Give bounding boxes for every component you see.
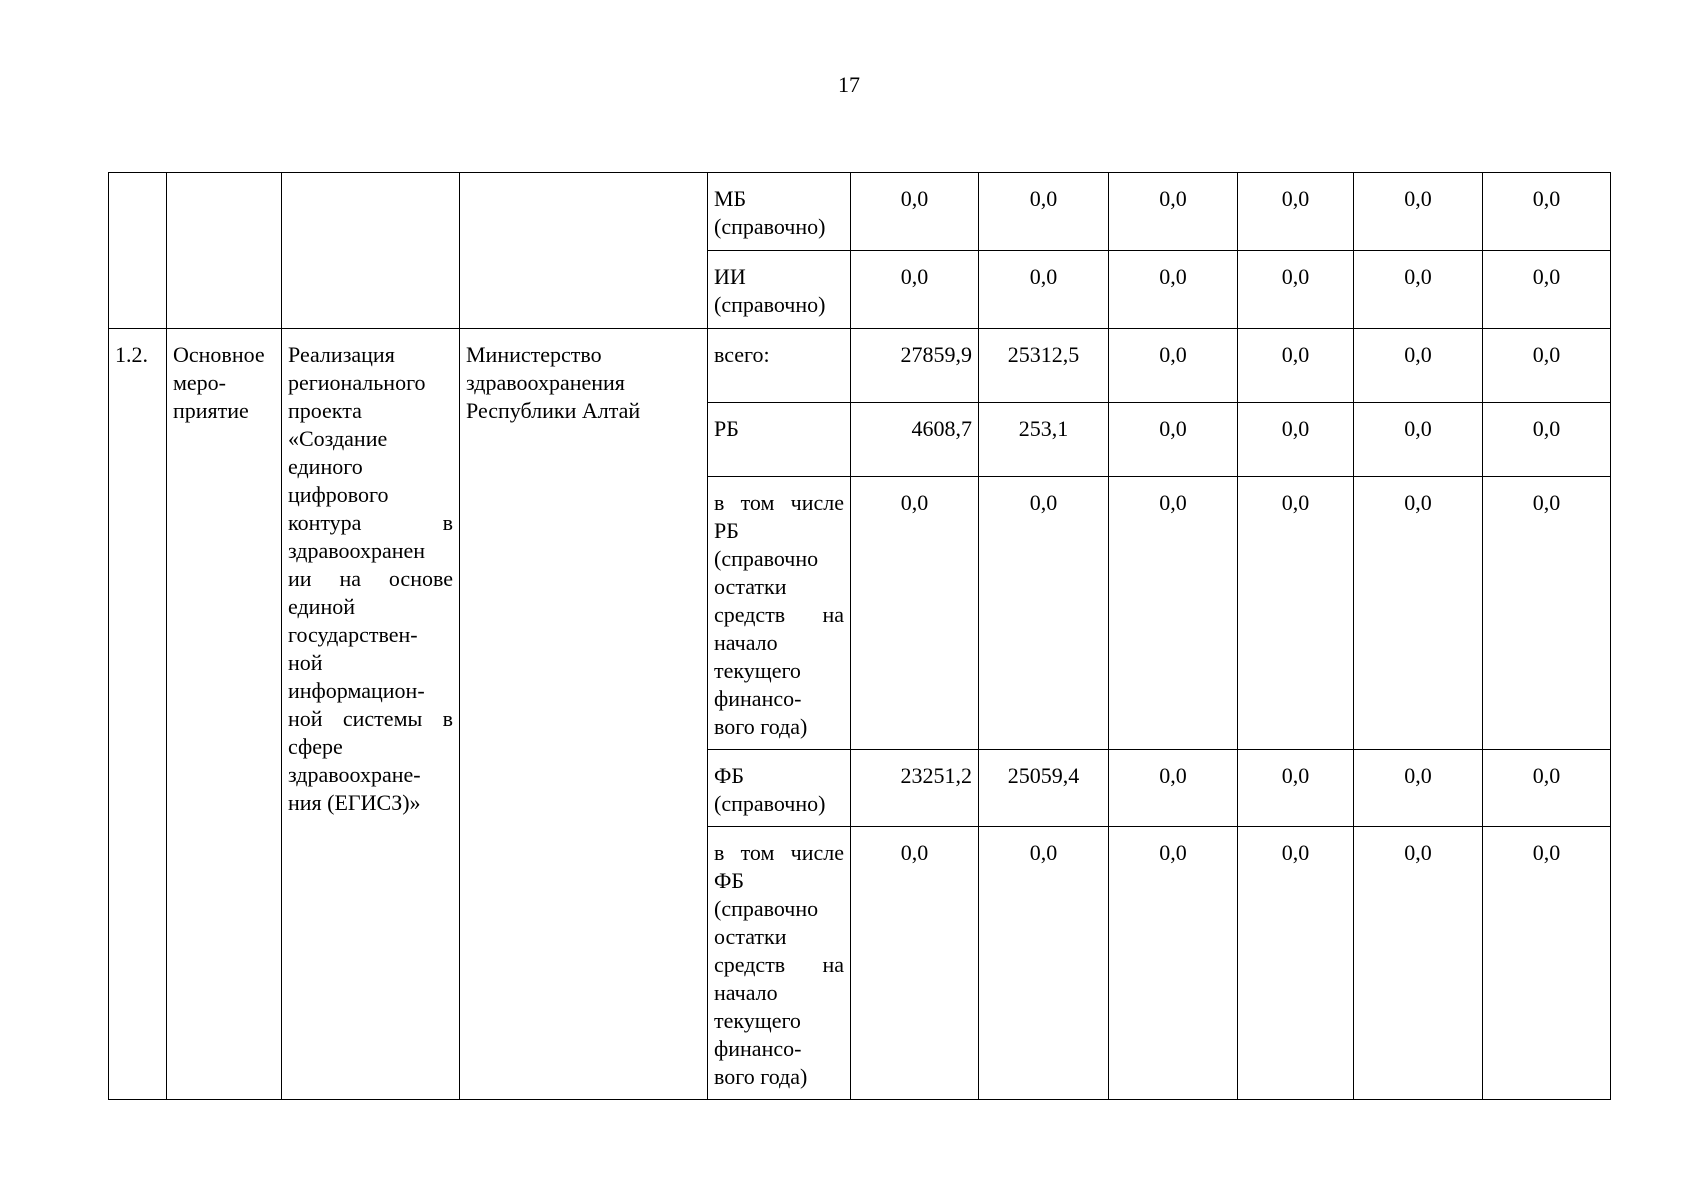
value-cell: 0,0: [1483, 329, 1611, 403]
item-number-cell: 1.2.: [109, 329, 167, 1100]
value-cell: 0,0: [1483, 750, 1611, 827]
item-name-cell: Реализация регионального проекта «Создание единого цифрового контура в здравоохранен ии на основе единой государствен- ной информацион- ной системы в сфере здравоохране- ния (ЕГИСЗ)»: [282, 329, 460, 1100]
executor-cell: Министерство здравоохранения Республики Алтай: [460, 329, 708, 1100]
value-cell: 0,0: [1109, 403, 1238, 477]
funding-source-cell: ИИ (справочно): [708, 251, 851, 329]
value-cell: 0,0: [979, 827, 1109, 1100]
value-cell: 23251,2: [851, 750, 979, 827]
value-cell: 0,0: [1109, 251, 1238, 329]
value-cell: 0,0: [1483, 403, 1611, 477]
value-cell: 0,0: [1483, 477, 1611, 750]
funding-source-cell: РБ: [708, 403, 851, 477]
value-cell: 0,0: [1238, 251, 1354, 329]
budget-table: [108, 172, 1611, 1100]
value-cell: 0,0: [1483, 827, 1611, 1100]
value-cell: 0,0: [1109, 827, 1238, 1100]
value-cell: 0,0: [1354, 827, 1483, 1100]
table-row: [109, 329, 1611, 403]
value-cell: 27859,9: [851, 329, 979, 403]
value-cell: 0,0: [1238, 329, 1354, 403]
value-cell: 0,0: [1238, 173, 1354, 251]
funding-source-cell: в том числе ФБ (справочно остатки средств на начало текущего финансо- вого года): [708, 827, 851, 1100]
value-cell: 25312,5: [979, 329, 1109, 403]
value-cell: 0,0: [979, 173, 1109, 251]
value-cell: 0,0: [851, 251, 979, 329]
value-cell: 0,0: [1238, 827, 1354, 1100]
value-cell: 0,0: [979, 477, 1109, 750]
funding-source-cell: ФБ (справочно): [708, 750, 851, 827]
page-number: 17: [838, 72, 860, 97]
value-cell: 0,0: [1354, 251, 1483, 329]
item-number-cell-empty: [109, 173, 167, 329]
value-cell: 0,0: [1483, 251, 1611, 329]
table-row: [109, 173, 1611, 251]
value-cell: 25059,4: [979, 750, 1109, 827]
value-cell: 0,0: [1354, 173, 1483, 251]
value-cell: 0,0: [851, 173, 979, 251]
item-name-cell-empty: [282, 173, 460, 329]
value-cell: 0,0: [1354, 477, 1483, 750]
value-cell: 4608,7: [851, 403, 979, 477]
item-status-cell: Основное меро- приятие: [167, 329, 282, 1100]
value-cell: 0,0: [1109, 750, 1238, 827]
value-cell: 0,0: [1354, 403, 1483, 477]
value-cell: 0,0: [1109, 329, 1238, 403]
value-cell: 0,0: [1238, 477, 1354, 750]
funding-source-cell: всего:: [708, 329, 851, 403]
value-cell: 0,0: [1109, 173, 1238, 251]
funding-source-cell: МБ (справочно): [708, 173, 851, 251]
executor-cell-empty: [460, 173, 708, 329]
funding-source-cell: в том числе РБ (справочно остатки средств на начало текущего финансо- вого года): [708, 477, 851, 750]
item-status-cell-empty: [167, 173, 282, 329]
value-cell: 0,0: [851, 477, 979, 750]
value-cell: 0,0: [1238, 750, 1354, 827]
value-cell: 0,0: [1109, 477, 1238, 750]
value-cell: 0,0: [1238, 403, 1354, 477]
value-cell: 0,0: [1354, 750, 1483, 827]
value-cell: 253,1: [979, 403, 1109, 477]
value-cell: 0,0: [1483, 173, 1611, 251]
value-cell: 0,0: [1354, 329, 1483, 403]
value-cell: 0,0: [851, 827, 979, 1100]
value-cell: 0,0: [979, 251, 1109, 329]
